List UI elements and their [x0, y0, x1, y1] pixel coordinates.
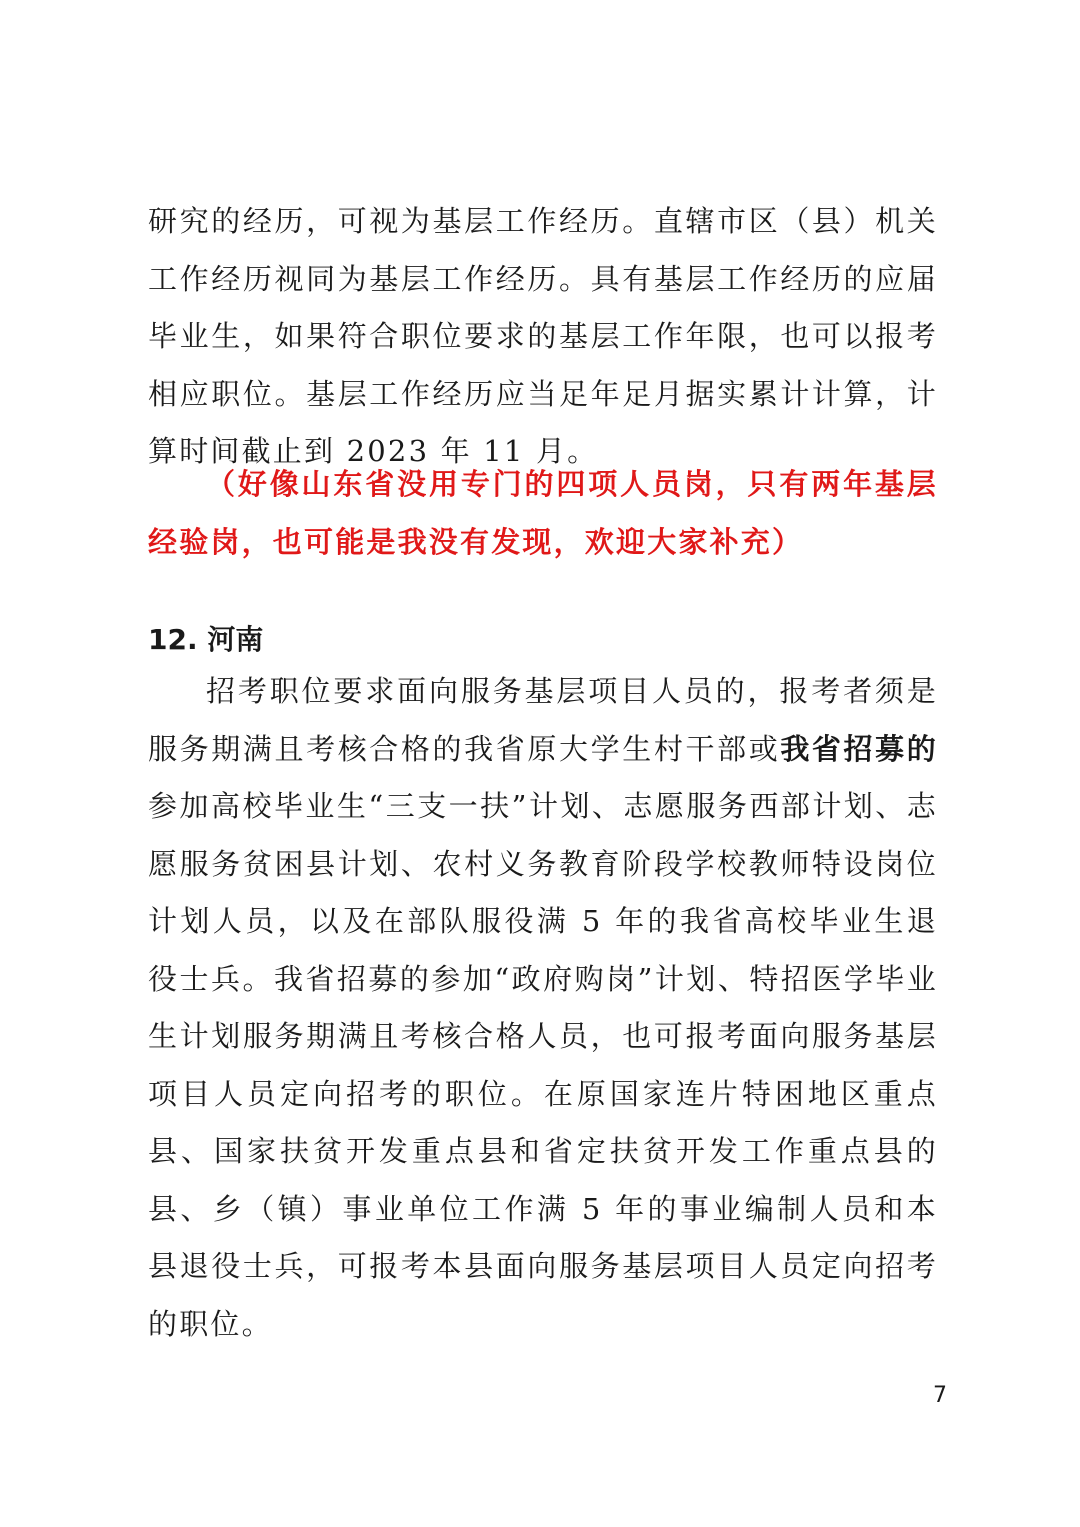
editor-note-red: （好像山东省没用专门的四项人员岗，只有两年基层经验岗，也可能是我没有发现，欢迎大家补充） — [148, 467, 938, 559]
paragraph-henan-text-end: 参加高校毕业生“三支一扶”计划、志愿服务西部计划、志愿服务贫困县计划、农村义务教育阶段学校教师特设岗位计划人员，以及在部队服役满 5 年的我省高校毕业生退役士兵。我省招募的参加“政府购岗”计划、特招医学毕业生计划服务期满且考核合格人员，也可报考面向服务基层项目人员定向招考的职位。在原国家连片特困地区重点县、国家扶贫开发重点县和省定扶贫开发工作重点县的县、乡（镇）事业单位工作满 5 年的事业编制人员和本县退役士兵，可报考本县面向服务基层项目人员定向招考的职位。 — [148, 789, 938, 1341]
paragraph-henan-requirements — [148, 663, 938, 1353]
paragraph-henan-text-start: 招考职位要求面向服务基层项目人员的，报考者须是服务期满且考核合格的我省原大学生村干部或 — [148, 674, 938, 766]
section-heading-henan: 12. 河南 — [148, 623, 264, 656]
paragraph-henan-emphasis: 我省招募的 — [780, 731, 938, 766]
page-number: 7 — [933, 1383, 947, 1408]
paragraph-basic-work-experience: 研究的经历，可视为基层工作经历。直辖市区（县）机关工作经历视同为基层工作经历。具有基层工作经历的应届毕业生，如果符合职位要求的基层工作年限，也可以报考相应职位。基层工作经历应当足年足月据实累计计算，计算时间截止到 2023 年 11 月。 — [148, 204, 938, 468]
